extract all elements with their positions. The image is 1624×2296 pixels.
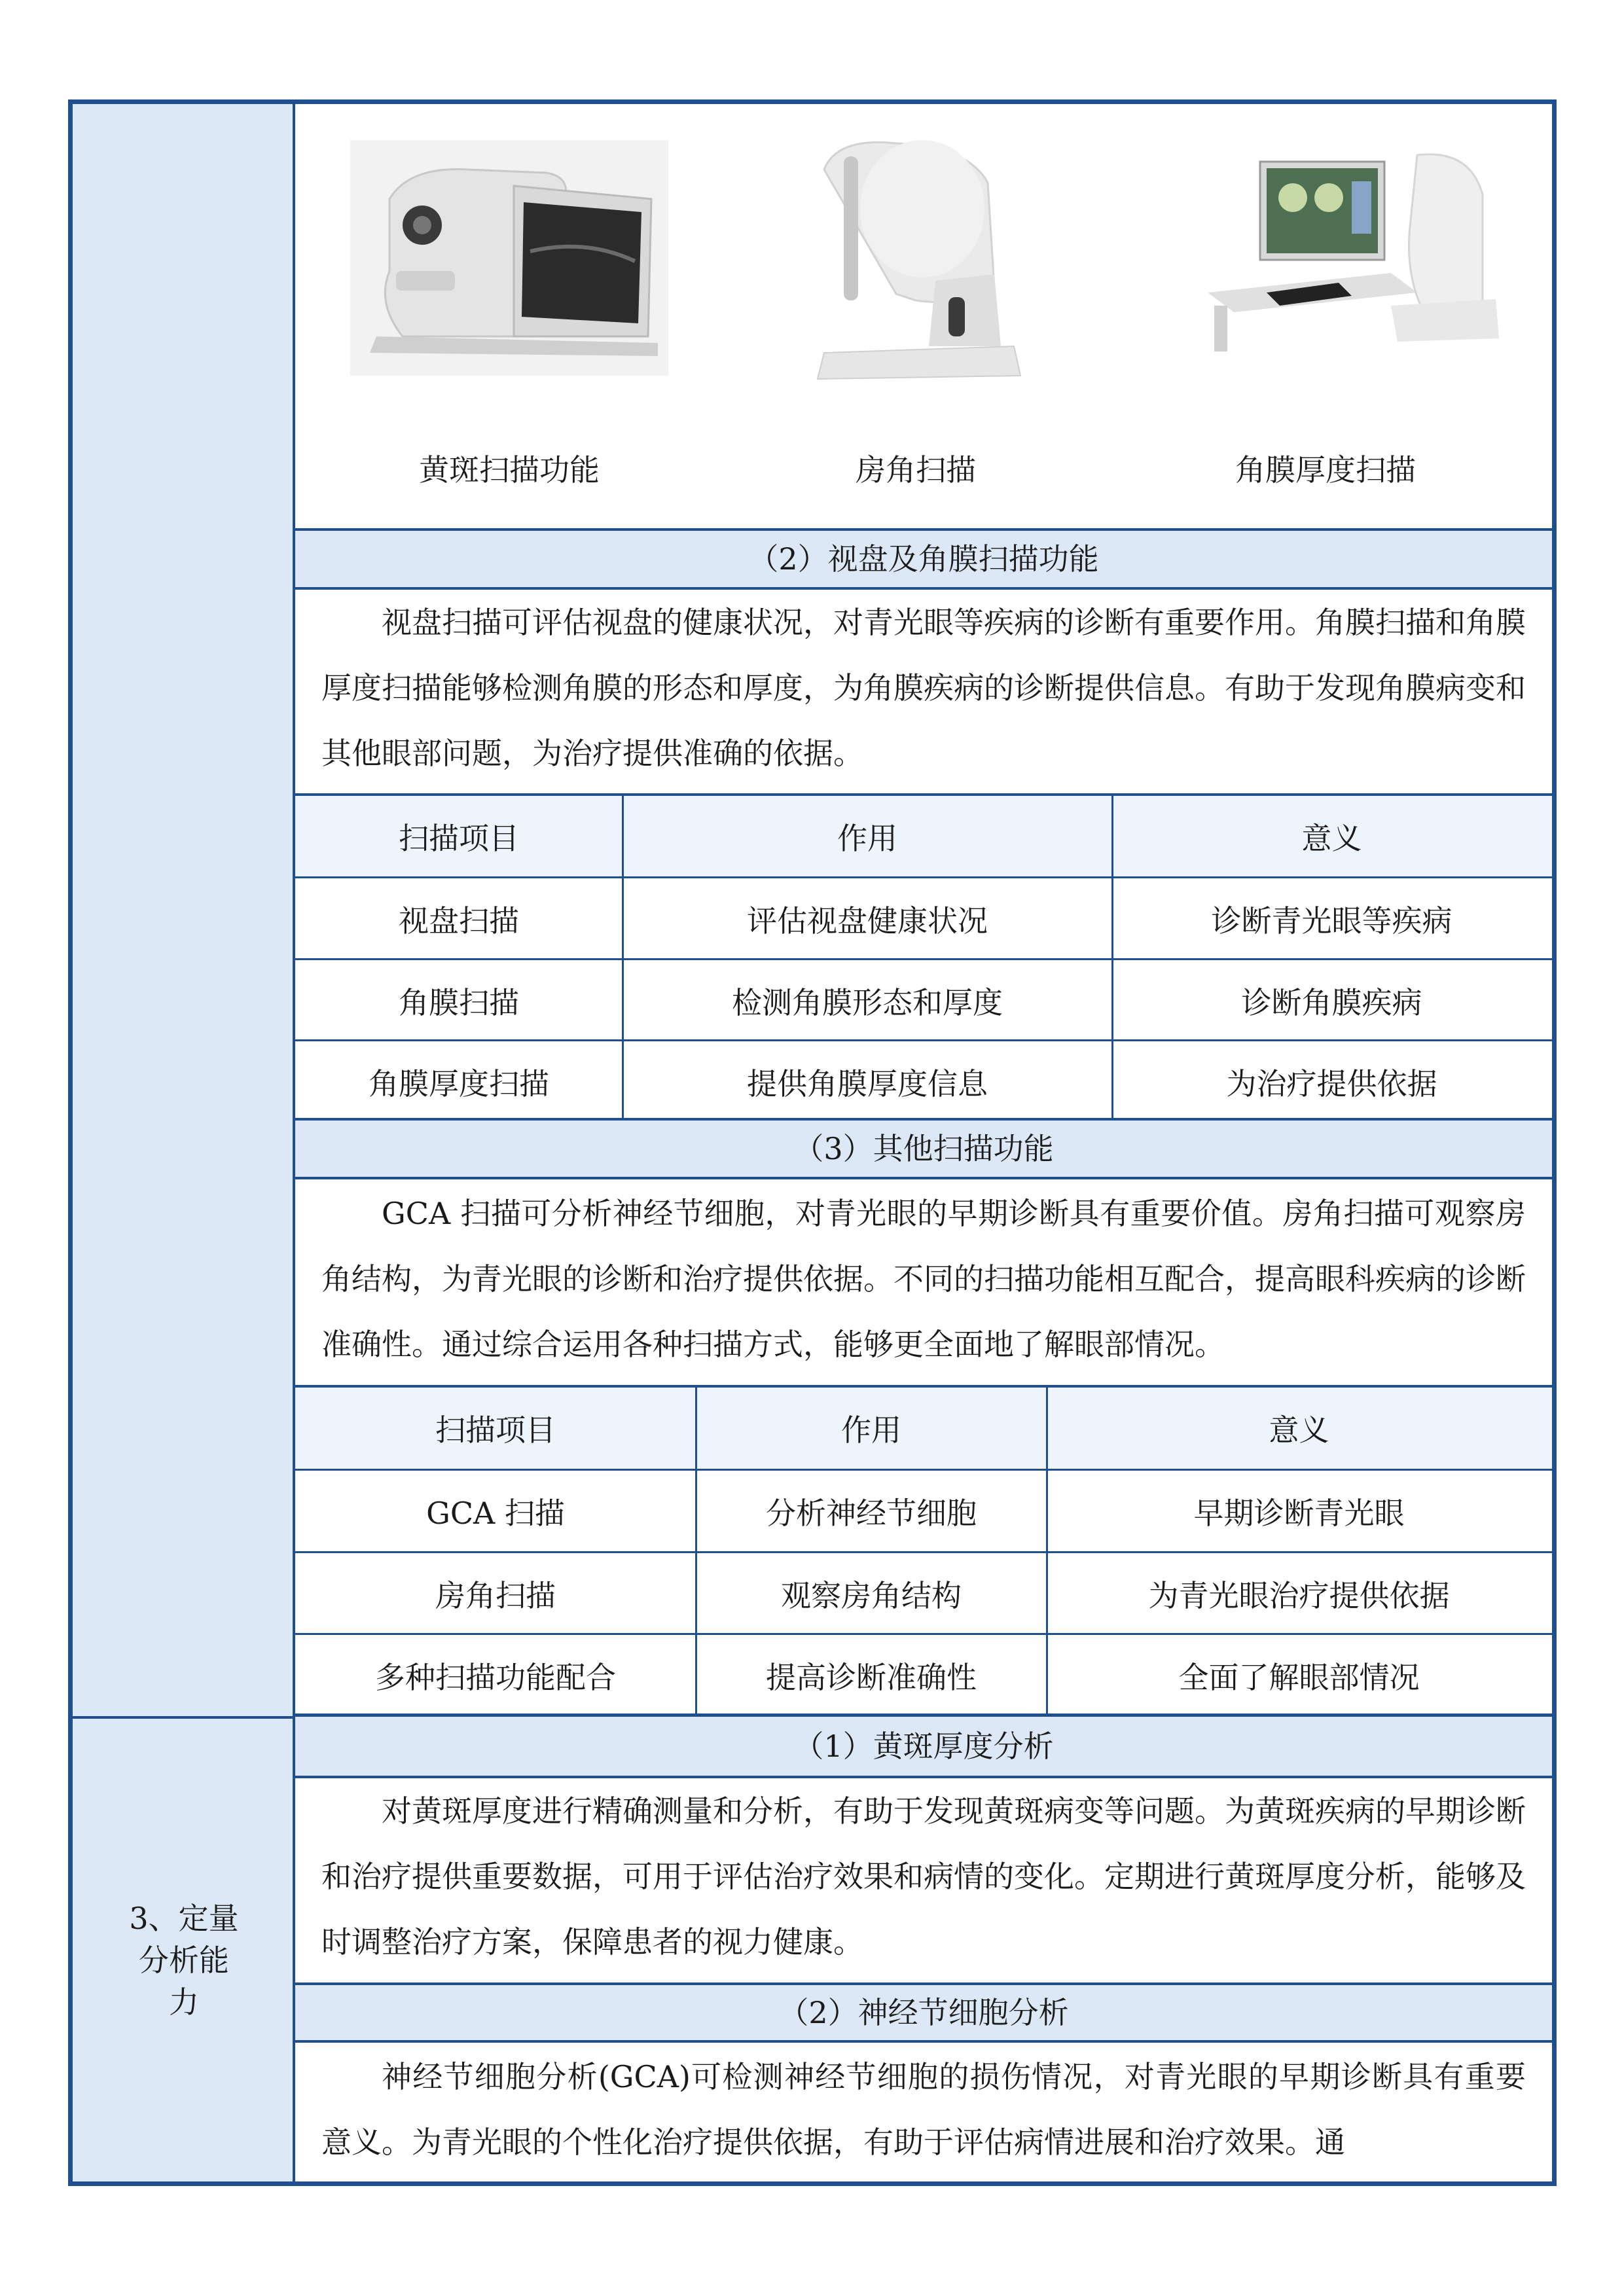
table-row — [295, 1041, 1552, 1122]
section-3-paragraph: GCA 扫描可分析神经节细胞，对青光眼的早期诊断具有重要价值。房角扫描可观察房角结构，为青光眼的诊断和治疗提供依据。不同的扫描功能相互配合，提高眼科疾病的诊断准确性。通过综合运用各种扫描方式，能够更全面地了解眼部情况。 — [321, 1196, 1526, 1362]
table-row — [295, 1553, 1552, 1634]
table-cell: 视盘扫描 — [399, 903, 519, 939]
section-3-title: （3）其他扫描功能 — [793, 1131, 1054, 1166]
section-2-heading — [295, 531, 1552, 587]
table-header-cell: 扫描项目 — [399, 820, 519, 856]
table-row — [295, 1471, 1552, 1551]
workstation-image — [1195, 142, 1502, 358]
section3-label-text: 3、定量分析能力 — [129, 1901, 239, 2020]
table-cell: 多种扫描功能配合 — [375, 1659, 616, 1695]
table-header-cell: 意义 — [1269, 1412, 1329, 1448]
quant-2-title: （2）神经节细胞分析 — [778, 1995, 1069, 2030]
divider — [295, 1177, 1552, 1179]
divider — [295, 2040, 1552, 2043]
table-header-row — [295, 796, 1552, 876]
table-cell: 诊断青光眼等疾病 — [1211, 903, 1453, 939]
quant-2-paragraph: 神经节细胞分析(GCA)可检测神经节细胞的损伤情况，对青光眼的早期诊断具有重要意义。为青光眼的个性化治疗提供依据，有助于评估病情进展和治疗效果。通 — [321, 2059, 1526, 2160]
section-3-heading — [295, 1121, 1552, 1177]
table-cell: 早期诊断青光眼 — [1193, 1495, 1405, 1531]
quant-1-heading — [295, 1717, 1552, 1776]
table-cell: 检测角膜形态和厚度 — [732, 984, 1003, 1020]
table-cell: 角膜厚度扫描 — [369, 1066, 549, 1102]
table-header-cell: 作用 — [837, 820, 897, 856]
table-cell: 全面了解眼部情况 — [1178, 1659, 1420, 1695]
quant-2-heading — [295, 1985, 1552, 2040]
table-cell: 分析神经节细胞 — [766, 1495, 977, 1531]
left-column — [73, 104, 295, 2181]
image-caption-1: 黄斑扫描功能 — [419, 452, 600, 488]
table-sec2 — [295, 796, 1552, 1118]
table-cell: 观察房角结构 — [781, 1577, 962, 1613]
section-2-paragraph: 视盘扫描可评估视盘的健康状况，对青光眼等疾病的诊断有重要作用。角膜扫描和角膜厚度扫描能够检测角膜的形态和厚度，为角膜疾病的诊断提供信息。有助于发现角膜病变和其他眼部问题，为治疗提供准确的依据。 — [321, 605, 1526, 771]
table-header-cell: 作用 — [841, 1412, 901, 1448]
image-caption-3: 角膜厚度扫描 — [1235, 452, 1416, 488]
column-divider — [1046, 1388, 1048, 1713]
document-frame — [68, 99, 1557, 2186]
table-cell: 提高诊断准确性 — [766, 1659, 977, 1695]
table-header-row — [295, 1388, 1552, 1468]
table-cell: 评估视盘健康状况 — [747, 903, 988, 939]
table-sec3 — [295, 1388, 1552, 1713]
table-header-cell: 意义 — [1301, 820, 1362, 856]
left-divider — [73, 1716, 295, 1719]
table-cell: 角膜扫描 — [399, 984, 519, 1020]
quant-1-title: （1）黄斑厚度分析 — [793, 1729, 1054, 1764]
table-cell: 提供角膜厚度信息 — [747, 1066, 988, 1102]
table-header-cell: 扫描项目 — [435, 1412, 556, 1448]
quant-1-paragraph: 对黄斑厚度进行精确测量和分析，有助于发现黄斑病变等问题。为黄斑疾病的早期诊断和治疗提供重要数据，可用于评估治疗效果和病情的变化。定期进行黄斑厚度分析，能够及时调整治疗方案，保障患者的视力健康。 — [321, 1793, 1526, 1960]
table-cell: 房角扫描 — [435, 1577, 556, 1613]
table-row — [295, 1635, 1552, 1715]
table-row — [295, 960, 1552, 1041]
image-caption-2: 房角扫描 — [856, 452, 976, 488]
device-image-row — [295, 104, 1552, 528]
anterior-scanner-image — [798, 130, 1034, 386]
section3-label — [73, 1897, 295, 2023]
oct-device-image — [350, 140, 668, 369]
table-row — [295, 878, 1552, 959]
table-cell: 诊断角膜疾病 — [1241, 984, 1422, 1020]
column-divider — [695, 1388, 697, 1713]
table-cell: 为治疗提供依据 — [1226, 1066, 1437, 1102]
table-cell: GCA 扫描 — [426, 1495, 565, 1531]
column-divider — [1111, 796, 1113, 1118]
table-cell: 为青光眼治疗提供依据 — [1148, 1577, 1450, 1613]
section-2-title: （2）视盘及角膜扫描功能 — [748, 541, 1099, 577]
column-divider — [622, 796, 624, 1118]
